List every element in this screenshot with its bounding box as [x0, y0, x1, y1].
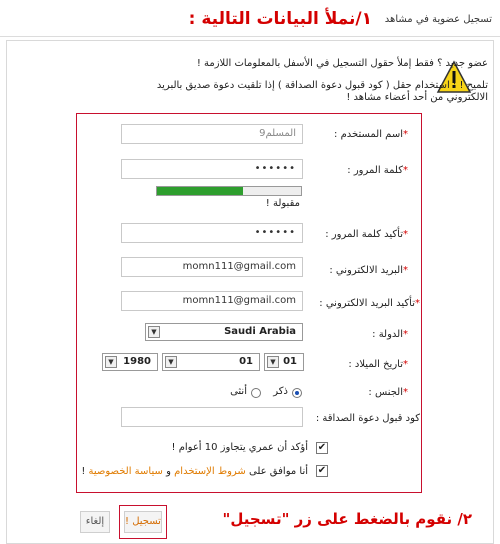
gender-male-label: ذكر	[273, 386, 288, 397]
username-label: *اسم المستخدم :	[334, 129, 408, 140]
password-strength-label: مقبولة !	[265, 198, 300, 209]
email-confirm-label: *تأكيد البريد الالكتروني :	[319, 298, 420, 309]
gender-male-radio[interactable]	[292, 388, 302, 398]
invite-code-label: كود قبول دعوة الصداقة :	[315, 413, 420, 424]
password-label: *كلمة المرور :	[347, 165, 408, 176]
step1-annotation: ١/نملأ البيانات التالية :	[188, 9, 372, 29]
gender-label: *الجنس :	[368, 387, 408, 398]
terms-suffix: !	[81, 466, 86, 477]
terms-of-use-link[interactable]: شروط الإستخدام	[174, 466, 246, 477]
step2-annotation: ٢/ نقوم بالضغط على زر "تسجيل"	[222, 510, 472, 528]
password-strength-fill	[157, 187, 243, 195]
invite-code-input[interactable]	[121, 407, 303, 427]
age-confirm-label: أؤكد أن عمري يتجاوز 10 أعوام !	[171, 442, 308, 453]
birthdate-label: *تاريخ الميلاد :	[348, 359, 408, 370]
terms-text	[81, 466, 308, 477]
chevron-down-icon: ▼	[165, 356, 177, 368]
chevron-down-icon: ▼	[105, 356, 117, 368]
terms-and: و	[166, 466, 171, 477]
password-confirm-input[interactable]: ••••••	[121, 223, 303, 243]
email-input[interactable]: momn111@gmail.com	[121, 257, 303, 277]
country-label: *الدولة :	[372, 329, 408, 340]
password-confirm-label: *تأكيد كلمة المرور :	[325, 229, 408, 240]
birth-day-select[interactable]: ▼ 01	[264, 353, 304, 371]
header-divider	[0, 36, 500, 37]
chevron-down-icon: ▼	[148, 326, 160, 338]
intro-text: عضو جديد ؟ فقط إملأ حقول التسجيل في الأسفل بالمعلومات اللازمة !	[196, 58, 488, 69]
password-strength-bar	[156, 186, 302, 196]
age-confirm-checkbox[interactable]: ✔	[317, 442, 327, 453]
birth-year-select[interactable]: ▼ 1980	[102, 353, 158, 371]
tip-text: تلميح ! : استخدام حقل ( كود قبول دعوة الصداقة ) إذا تلقيت دعوة صديق بالبريد الالكتروني من أحد أعضاء مشاهد !	[156, 80, 488, 103]
privacy-policy-link[interactable]: سياسة الخصوصية	[88, 466, 163, 477]
username-input[interactable]: المسلم9	[121, 124, 303, 144]
chevron-down-icon: ▼	[267, 356, 279, 368]
email-confirm-input[interactable]: momn111@gmail.com	[121, 291, 303, 311]
terms-checkbox[interactable]: ✔	[317, 465, 327, 476]
country-select[interactable]: ▼ Saudi Arabia	[145, 323, 303, 341]
birth-month-select[interactable]: ▼ 01	[162, 353, 260, 371]
terms-prefix: أنا موافق على	[249, 466, 308, 477]
cancel-button[interactable]: إلغاء	[80, 511, 110, 533]
password-input[interactable]: ••••••	[121, 159, 303, 179]
email-label: *البريد الالكتروني :	[329, 265, 408, 276]
gender-female-radio[interactable]	[251, 388, 261, 398]
gender-female-label: أنثى	[230, 386, 247, 397]
register-button[interactable]: تسجيل !	[124, 511, 162, 533]
page-title: تسجيل عضوية في مشاهد	[384, 14, 492, 25]
